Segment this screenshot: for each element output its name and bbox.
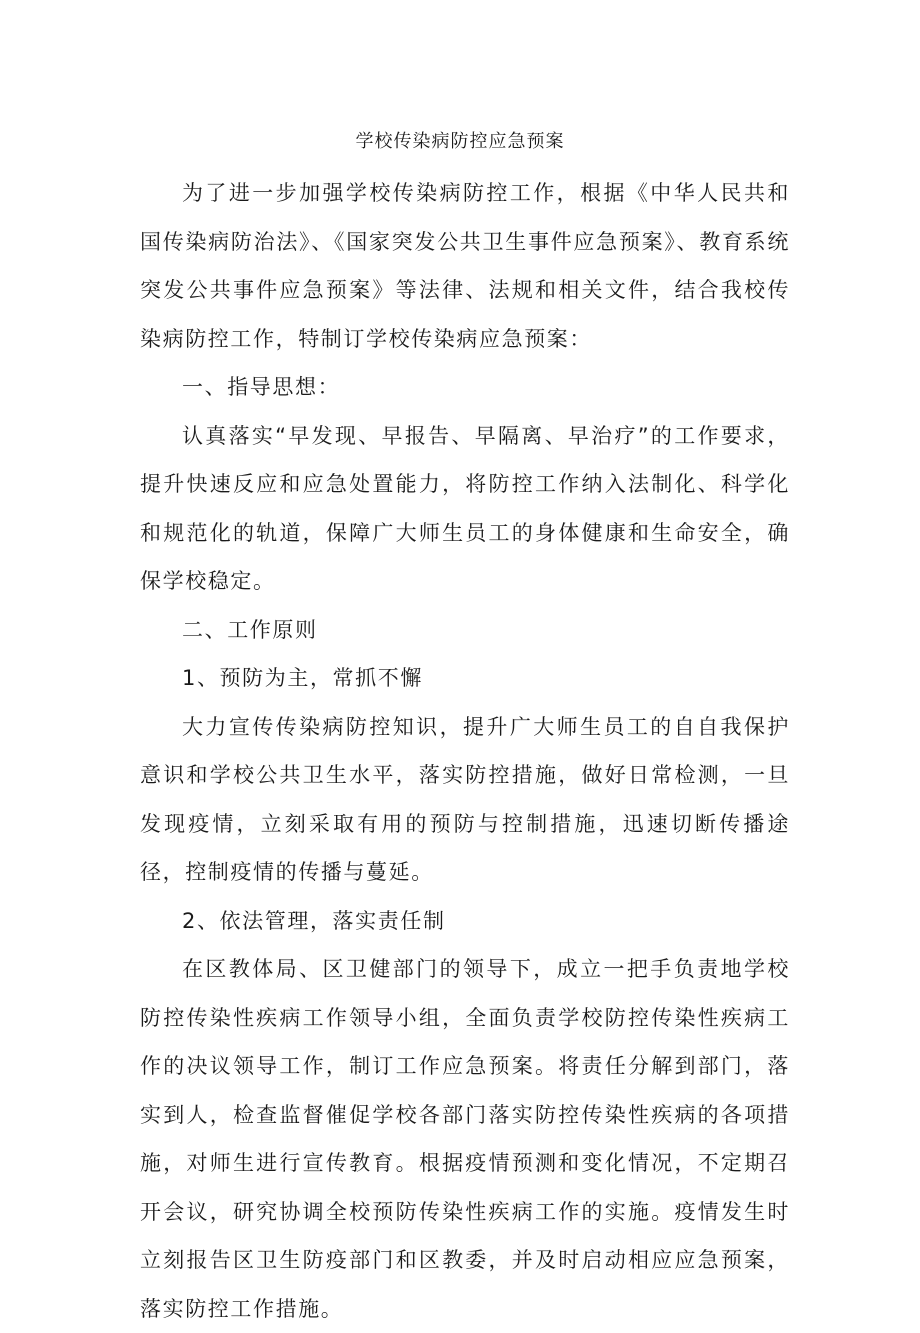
- intro-paragraph: 为了进一步加强学校传染病防控工作，根据《中华人民共和国传染病防治法》、《国家突发公共卫生事件应急预案》、教育系统突发公共事件应急预案》等法律、法规和相关文件，结合我校传染病防控工作，特制订学校传染病应急预案：: [140, 181, 790, 351]
- principle-2-paragraph: 在区教体局、区卫健部门的领导下，成立一把手负责地学校防控传染性疾病工作领导小组，全面负责学校防控传染性疾病工作的决议领导工作，制订工作应急预案。将责任分解到部门，落实到人，检查监督催促学校各部门落实防控传染性疾病的各项措施，对师生进行宣传教育。根据疫情预测和变化情况，不定期召开会议，研究协调全校预防传染性疾病工作的实施。疫情发生时立刻报告区卫生防疫部门和区教委，并及时启动相应应急预案，落实防控工作措施。: [140, 957, 790, 1321]
- principle-2-heading: 2、依法管理，落实责任制: [182, 908, 446, 933]
- principle-1-heading: 1、预防为主，常抓不懈: [182, 666, 423, 690]
- document-body: [140, 169, 790, 1333]
- section-1-heading: 一、指导思想：: [182, 375, 341, 399]
- document-title: 学校传染病防控应急预案: [355, 131, 565, 152]
- section-1-paragraph: 认真落实“早发现、早报告、早隔离、早治疗”的工作要求，提升快速反应和应急处置能力，将防控工作纳入法制化、科学化和规范化的轨道，保障广大师生员工的身体健康和生命安全，确保学校稳定。: [140, 423, 790, 593]
- section-2-heading: 二、工作原则: [182, 617, 318, 642]
- principle-1-paragraph: 大力宣传传染病防控知识，提升广大师生员工的自自我保护意识和学校公共卫生水平，落实防控措施，做好日常检测，一旦发现疫情，立刻采取有用的预防与控制措施，迅速切断传播途径，控制疫情的传播与蔓延。: [140, 714, 790, 884]
